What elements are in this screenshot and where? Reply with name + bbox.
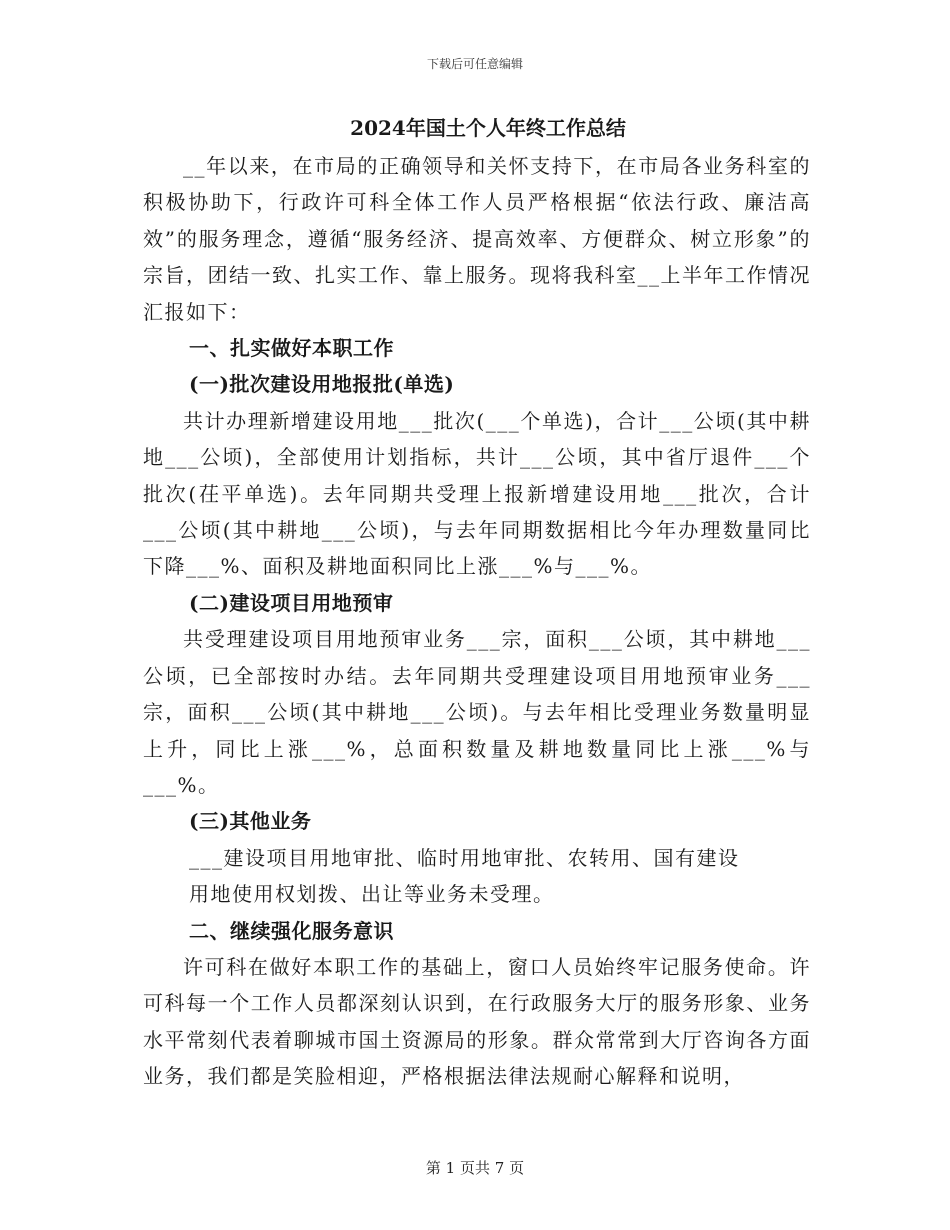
subsection-3-heading: (三)其他业务 xyxy=(189,809,312,834)
intro-paragraph: __年以来，在市局的正确领导和关怀支持下，在市局各业务科室的积极协助下，行政许可科全体工作人员严格根据“依法行政、廉洁高效”的服务理念，遵循“服务经济、提高效率、方便群众、树立形象”的宗旨，团结一致、扎实工作、靠上服务。现将我科室__上半年工作情况汇报如下： xyxy=(143,154,811,324)
subsection-3-line-1: ___建设项目用地审批、临时用地审批、农转用、国有建设 xyxy=(189,845,740,870)
document-body xyxy=(143,108,811,1095)
page-number-footer: 第 1 页共 7 页 xyxy=(425,1159,525,1177)
subsection-1-heading: (一)批次建设用地报批(单选) xyxy=(189,372,455,397)
section-1-heading: 一、扎实做好本职工作 xyxy=(189,336,394,361)
subsection-3-line-2: 用地使用权划拨、出让等业务未受理。 xyxy=(189,882,555,907)
subsection-2-heading: (二)建设项目用地预审 xyxy=(189,590,394,615)
page-header: 下载后可任意编辑 xyxy=(426,57,523,71)
subsection-1-paragraph: 共计办理新增建设用地___批次(___个单选)，合计___公顷(其中耕地___公顷)，全部使用计划指标，共计___公顷，其中省厅退件___个批次(茌平单选)。去年同期共受理上报新增建设用地___批次，合计___公顷(其中耕地___公顷)，与去年同期数据相比今年办理数量同比下降___%、面积及耕地面积同比上涨___%与___%。 xyxy=(143,408,811,579)
document-title: 2024年国土个人年终工作总结 xyxy=(350,116,626,140)
section-2-heading: 二、继续强化服务意识 xyxy=(189,918,394,943)
section-2-paragraph: 许可科在做好本职工作的基础上，窗口人员始终牢记服务使命。许可科每一个工作人员都深刻认识到，在行政服务大厅的服务形象、业务水平常刻代表着聊城市国土资源局的形象。群众常常到大厅咨询各方面业务，我们都是笑脸相迎，严格根据法律法规耐心解释和说明， xyxy=(143,954,811,1089)
subsection-2-paragraph: 共受理建设项目用地预审业务___宗，面积___公顷，其中耕地___公顷，已全部按时办结。去年同期共受理建设项目用地预审业务___宗，面积___公顷(其中耕地___公顷)。与去年相比受理业务数量明显上升，同比上涨___%，总面积数量及耕地数量同比上涨___%与___%。 xyxy=(143,627,811,797)
